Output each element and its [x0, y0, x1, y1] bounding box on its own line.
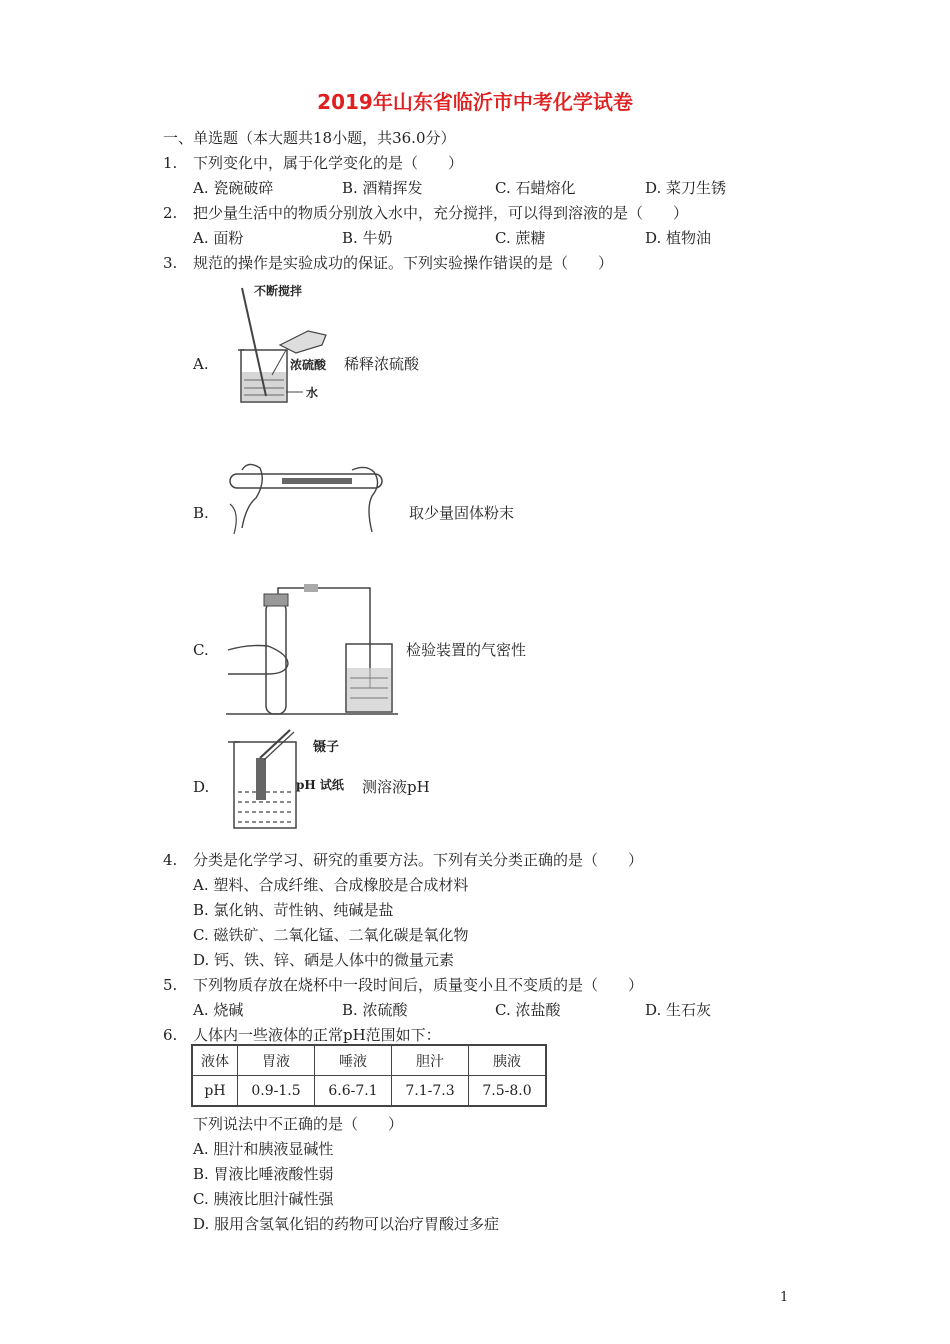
page-title: 2019年山东省临沂市中考化学试卷 — [317, 90, 633, 114]
question-2-text: 把少量生活中的物质分别放入水中，充分搅拌，可以得到溶液的是（ ） — [193, 204, 689, 222]
water-label: 水 — [306, 386, 319, 400]
page-number: 1 — [780, 1290, 789, 1305]
ph-table — [191, 1044, 547, 1107]
q3-option-d-label[interactable]: D. — [193, 778, 210, 796]
table-cell: 7.5-8.0 — [469, 1076, 547, 1107]
q1-option-d[interactable]: D. 菜刀生锈 — [645, 179, 727, 197]
q6-option-d[interactable]: D. 服用含氢氧化铝的药物可以治疗胃酸过多症 — [193, 1215, 500, 1233]
question-6-text: 人体内一些液体的正常pH范围如下： — [193, 1026, 441, 1044]
q5-option-a[interactable]: A. 烧碱 — [193, 1001, 244, 1019]
question-6-number: 6. — [163, 1026, 178, 1044]
q4-option-b[interactable]: B. 氯化钠、苛性钠、纯碱是盐 — [193, 901, 394, 919]
q2-option-d[interactable]: D. 植物油 — [645, 229, 712, 247]
q1-option-c[interactable]: C. 石蜡熔化 — [495, 179, 576, 197]
table-header: 胃液 — [238, 1045, 315, 1076]
table-header: 液体 — [192, 1045, 238, 1076]
question-2-number: 2. — [163, 204, 178, 222]
q5-option-c[interactable]: C. 浓盐酸 — [495, 1001, 561, 1019]
q1-option-a[interactable]: A. 瓷碗破碎 — [193, 179, 274, 197]
airtightness-figure — [226, 582, 398, 716]
tweezers-label: 镊子 — [313, 740, 340, 755]
q5-option-b[interactable]: B. 浓硫酸 — [342, 1001, 408, 1019]
question-5-number: 5. — [163, 976, 178, 994]
q3-option-d-caption: 测溶液pH — [362, 778, 430, 796]
table-cell: 7.1-7.3 — [392, 1076, 469, 1107]
table-cell: pH — [192, 1076, 238, 1107]
table-header: 胰液 — [469, 1045, 547, 1076]
table-cell: 0.9-1.5 — [238, 1076, 315, 1107]
table-header: 胆汁 — [392, 1045, 469, 1076]
conc-acid-label: 浓硫酸 — [290, 358, 327, 372]
table-row — [192, 1076, 546, 1107]
table-cell: 6.6-7.1 — [315, 1076, 392, 1107]
q3-option-b-caption: 取少量固体粉末 — [409, 504, 515, 522]
q2-option-a[interactable]: A. 面粉 — [193, 229, 244, 247]
question-1-number: 1. — [163, 154, 178, 172]
q4-option-a[interactable]: A. 塑料、合成纤维、合成橡胶是合成材料 — [193, 876, 469, 894]
question-6-stem2: 下列说法中不正确的是（ ） — [193, 1115, 404, 1133]
q3-option-a-caption: 稀释浓硫酸 — [344, 355, 420, 373]
q3-option-c-caption: 检验装置的气密性 — [406, 641, 527, 659]
question-3-text: 规范的操作是实验成功的保证。下列实验操作错误的是（ ） — [193, 254, 614, 272]
ph-paper-label: pH 试纸 — [296, 778, 344, 792]
stir-label: 不断搅拌 — [254, 284, 303, 298]
q2-option-b[interactable]: B. 牛奶 — [342, 229, 393, 247]
section-heading: 一、单选题（本大题共18小题，共36.0分） — [163, 129, 456, 147]
table-row — [192, 1045, 546, 1076]
question-4-text: 分类是化学学习、研究的重要方法。下列有关分类正确的是（ ） — [193, 851, 644, 869]
q5-option-d[interactable]: D. 生石灰 — [645, 1001, 712, 1019]
table-header: 唾液 — [315, 1045, 392, 1076]
question-3-number: 3. — [163, 254, 178, 272]
q6-option-a[interactable]: A. 胆汁和胰液显碱性 — [193, 1140, 334, 1158]
q6-option-c[interactable]: C. 胰液比胆汁碱性强 — [193, 1190, 334, 1208]
q2-option-c[interactable]: C. 蔗糖 — [495, 229, 546, 247]
q4-option-c[interactable]: C. 磁铁矿、二氧化锰、二氧化碳是氧化物 — [193, 926, 469, 944]
test-tube-powder-figure — [222, 460, 402, 538]
q1-option-b[interactable]: B. 酒精挥发 — [342, 179, 423, 197]
q3-option-a-label[interactable]: A. — [193, 355, 209, 373]
q3-option-b-label[interactable]: B. — [193, 504, 209, 522]
question-1-text: 下列变化中，属于化学变化的是（ ） — [193, 154, 464, 172]
q3-option-c-label[interactable]: C. — [193, 641, 209, 659]
ph-test-figure — [226, 728, 306, 832]
question-4-number: 4. — [163, 851, 178, 869]
q6-option-b[interactable]: B. 胃液比唾液酸性弱 — [193, 1165, 334, 1183]
question-5-text: 下列物质存放在烧杯中一段时间后，质量变小且不变质的是（ ） — [193, 976, 644, 994]
beaker-dilution-figure — [228, 280, 340, 410]
q4-option-d[interactable]: D. 钙、铁、锌、硒是人体中的微量元素 — [193, 951, 455, 969]
